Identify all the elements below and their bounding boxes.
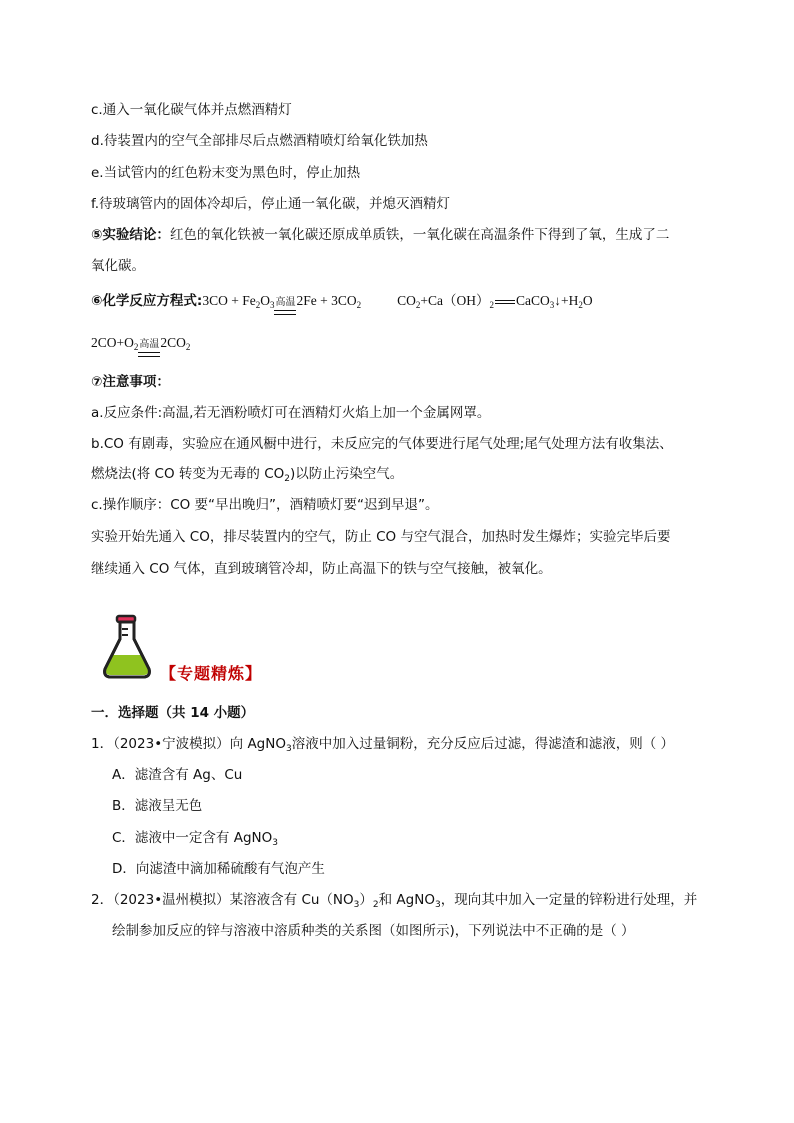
section-title: 【专题精炼】 — [160, 664, 263, 683]
note-paragraph-continued: 继续通入 CO 气体，直到玻璃管冷却，防止高温下的铁与空气接触，被氧化。 — [91, 561, 552, 577]
question-2-stem: 2．（2023•温州模拟）某溶液含有 $Cu(NO_3)_2$和 AgNO$_3$，现向其中加入一定量的锌粉进行处理，并 — [91, 892, 698, 910]
conclusion-label: ⑤实验结论： — [91, 227, 170, 243]
equations-line-1 — [91, 292, 593, 312]
conclusion-continued: 氧化碳。 — [91, 258, 145, 274]
notes-label: ⑦注意事项： — [91, 374, 170, 390]
question-1-option-a: A．滤渣含有 Ag、Cu — [112, 767, 243, 783]
equation-limewater: $CO_2+Ca(OH)_2$ $CaCO_3↓+H_2O$ — [397, 293, 593, 310]
question-1-option-b: B．滤液呈无色 — [112, 798, 203, 814]
note-b: b.CO 有剧毒，实验应在通风橱中进行，未反应完的气体要进行尾气处理;尾气处理方法有收集法、 — [91, 436, 673, 452]
equations-label: ⑥化学反应方程式: — [91, 293, 203, 309]
equation-reduction: $3CO + Fe_2O_3$高温$2Fe + 3CO_2$ — [202, 293, 362, 310]
question-2-stem-continued: 绘制参加反应的锌与溶液中溶质种类的关系图（如图所示)，下列说法中不正确的是（ ） — [112, 923, 635, 939]
procedure-step-c: c.通入一氧化碳气体并点燃酒精灯 — [91, 102, 292, 118]
section-heading: 一．选择题（共 14 小题） — [91, 705, 255, 721]
question-1-option-c: C．滤液中一定含有 AgNO$_3$ — [112, 830, 278, 848]
conclusion — [91, 226, 669, 244]
procedure-step-f: f.待玻璃管内的固体冷却后，停止通一氧化碳，并熄灭酒精灯 — [91, 196, 451, 212]
conclusion-text: 红色的氧化铁被一氧化碳还原成单质铁，一氧化碳在高温条件下得到了氧，生成了二 — [169, 227, 670, 243]
note-paragraph: 实验开始先通入 CO，排尽装置内的空气，防止 CO 与空气混合，加热时发生爆炸；实验完毕后要 — [91, 529, 671, 545]
question-1-stem: 1．（2023•宁波模拟）向 AgNO$_3$溶液中加入过量铜粉，充分反应后过滤，得滤渣和滤液，则（ ） — [91, 736, 675, 754]
procedure-step-d: d.待装置内的空气全部排尽后点燃酒精喷灯给氧化铁加热 — [91, 133, 428, 149]
equation-combustion: $2CO+O_2$高温$2CO_2$ — [91, 335, 191, 352]
procedure-step-e: e.当试管内的红色粉末变为黑色时，停止加热 — [91, 165, 361, 181]
note-c: c.操作顺序：CO 要“早出晚归”，酒精喷灯要“迟到早退”。 — [91, 497, 439, 513]
flask-icon — [100, 613, 154, 681]
note-b-continued: 燃烧法(将 CO 转变为无毒的 $CO_2$)以防止污染空气。 — [91, 466, 404, 484]
note-a: a.反应条件:高温,若无酒粉喷灯可在酒精灯火焰上加一个金属网罩。 — [91, 405, 491, 421]
question-1-option-d: D．向滤渣中滴加稀硫酸有气泡产生 — [112, 861, 325, 877]
